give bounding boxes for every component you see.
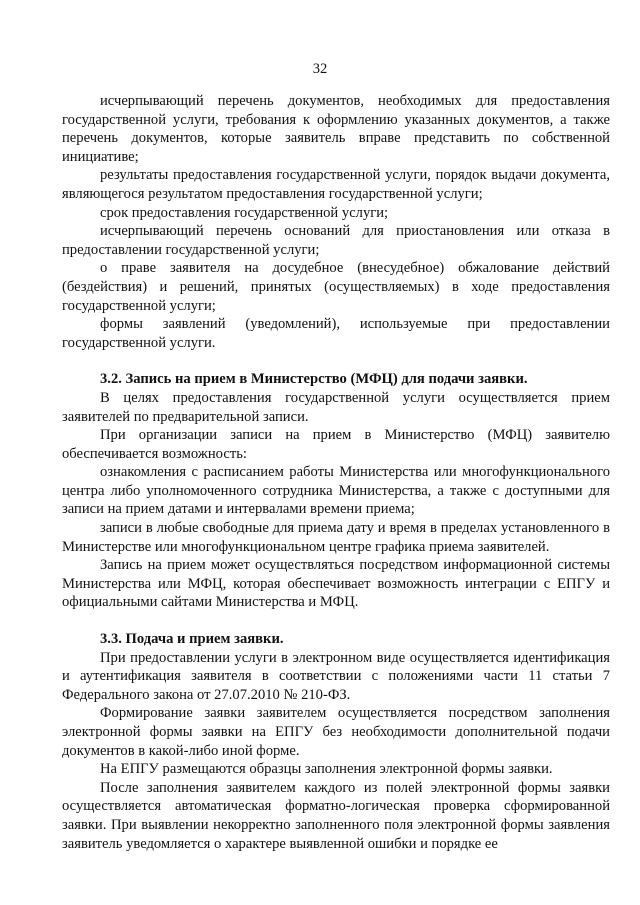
section-spacer xyxy=(62,352,610,370)
paragraph: На ЕПГУ размещаются образцы заполнения электронной формы заявки. xyxy=(100,761,553,778)
paragraph: срок предоставления государственной услуги; xyxy=(100,204,389,221)
paragraph: исчерпывающий перечень документов, необходимых для предоставления государственной услуги, требования к оформлению указанных документов, а также перечень документов, которые заявитель вправе представить по собственной инициативе; xyxy=(62,93,610,165)
paragraph: формы заявлений (уведомлений), используемые при предоставлении государственной услуги. xyxy=(62,316,610,351)
paragraph: записи в любые свободные для приема дату и время в пределах установленного в Министерстве или многофункциональном центре графика приема заявителей. xyxy=(62,520,610,555)
section-heading: 3.3. Подача и прием заявки. xyxy=(100,631,284,648)
paragraph: Формирование заявки заявителем осуществляется посредством заполнения электронной формы заявки на ЕПГУ без необходимости дополнительной подачи документов в какой-либо иной форме. xyxy=(62,705,610,759)
paragraph: ознакомления с расписанием работы Министерства или многофункционального центра либо уполномоченного сотрудника Министерства, а также с доступными для записи на прием датами и интервалами времени приема; xyxy=(62,464,610,518)
paragraph: Запись на прием может осуществляться посредством информационной системы Министерства или МФЦ, которая обеспечивает возможность интеграции с ЕПГУ и официальными сайтами Министерства и МФЦ. xyxy=(62,557,610,611)
paragraph: о праве заявителя на досудебное (внесудебное) обжалование действий (бездействия) и решений, принятых (осуществляемых) в ходе предоставления государственной услуги; xyxy=(62,260,610,314)
paragraph: После заполнения заявителем каждого из полей электронной формы заявки осуществляется автоматическая форматно-логическая проверка сформированной заявки. При выявлении некорректно заполненного поля электронной формы заявления заявитель уведомляется о характере выявленной ошибки и порядке ее xyxy=(62,779,610,852)
paragraph: При предоставлении услуги в электронном виде осуществляется идентификация и аутентификация заявителя в соответствии с положениями части 11 статьи 7 Федерального закона от 27.07.2010 № 210-ФЗ. xyxy=(62,649,610,703)
section-spacer xyxy=(62,612,610,630)
paragraph: результаты предоставления государственной услуги, порядок выдачи документа, являющегося результатом предоставления государственной услуги; xyxy=(62,167,610,202)
paragraph: В целях предоставления государственной услуги осуществляется прием заявителей по предварительной записи. xyxy=(62,389,610,425)
page-body xyxy=(62,92,610,853)
paragraph: При организации записи на прием в Министерство (МФЦ) заявителю обеспечивается возможность: xyxy=(62,427,610,462)
section-heading: 3.2. Запись на прием в Министерство (МФЦ) для подачи заявки. xyxy=(100,371,528,388)
page-number: 32 xyxy=(312,61,328,77)
paragraph: исчерпывающий перечень оснований для приостановления или отказа в предоставлении государственной услуги; xyxy=(62,223,610,258)
